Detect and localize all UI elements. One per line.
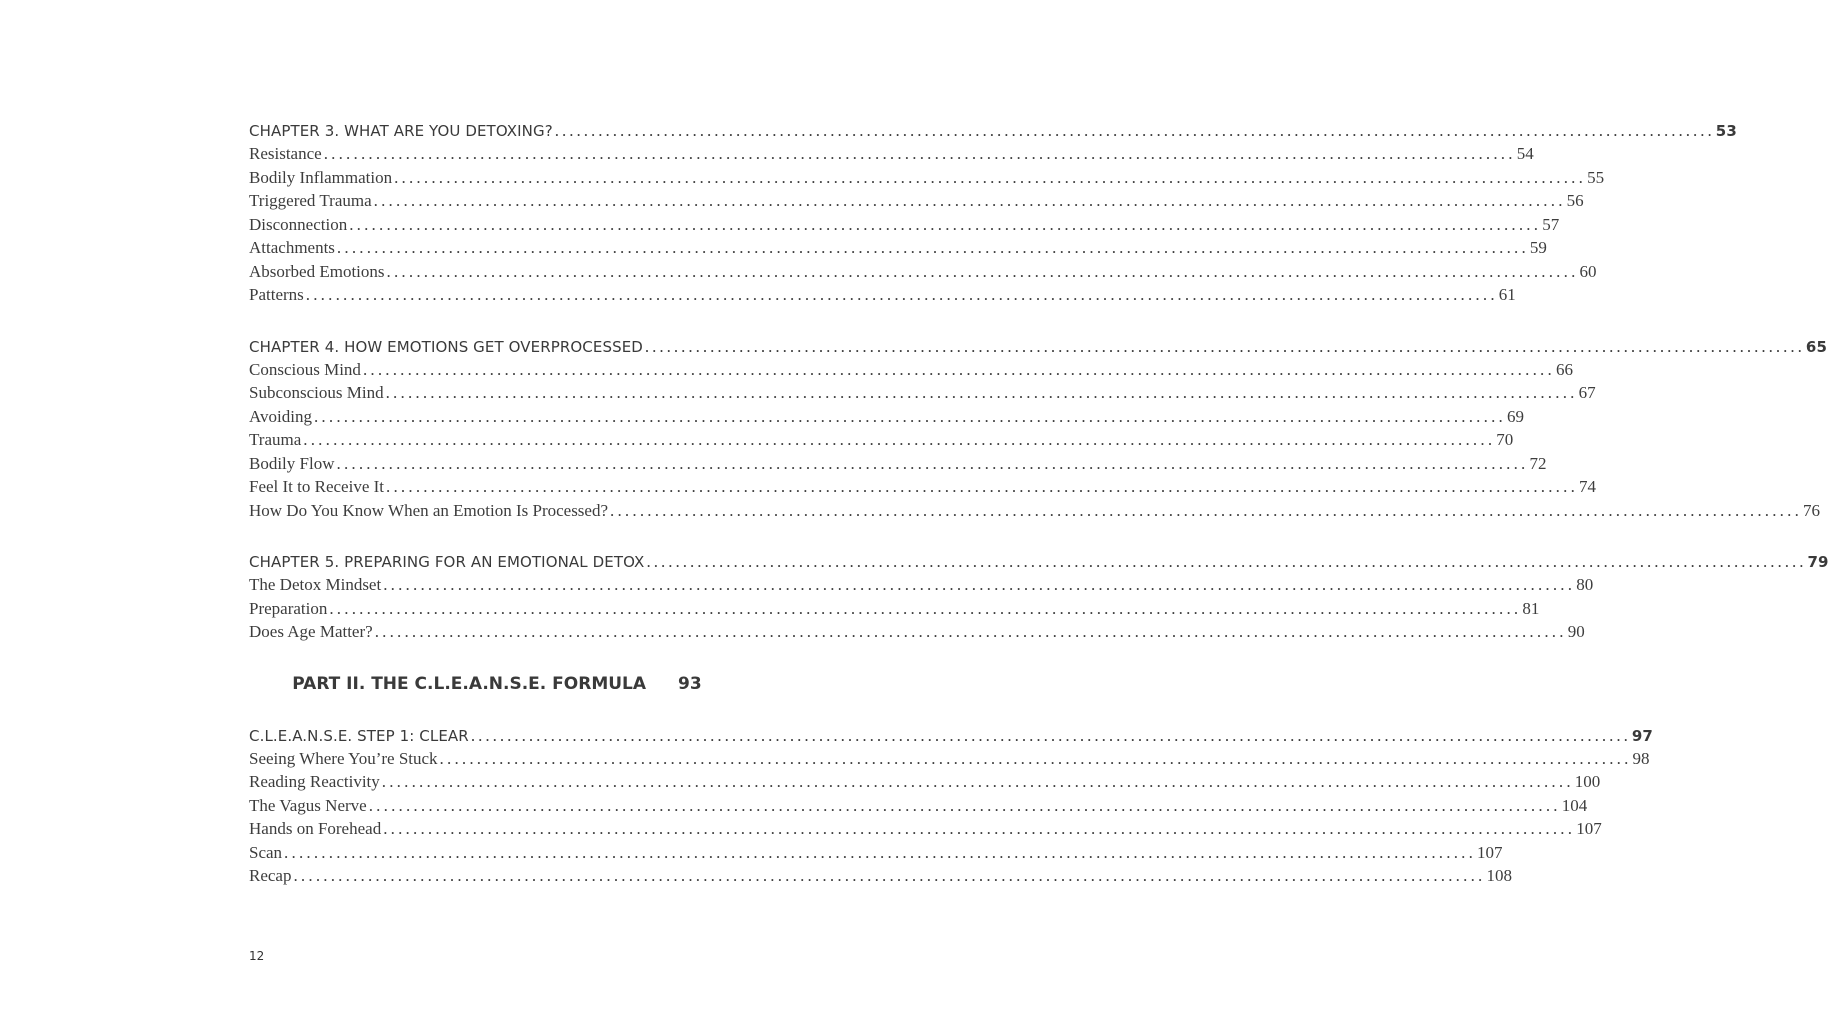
entry-title: Feel It to Receive It: [249, 477, 385, 496]
dot-leader: ................................................................................................................................................................: [644, 336, 1805, 356]
toc-entry[interactable]: [249, 214, 1560, 239]
entry-page-number: 90: [1567, 622, 1585, 641]
toc-entry[interactable]: [249, 795, 1588, 820]
dot-leader: ................................................................................................................................................................: [439, 748, 1632, 768]
entry-title: Triggered Trauma: [249, 191, 372, 210]
entry-title: How Do You Know When an Emotion Is Processed?: [249, 500, 609, 520]
toc-entry[interactable]: [249, 598, 1540, 623]
entry-page-number: 55: [1587, 167, 1605, 187]
dot-leader: ................................................................................................................................................................: [323, 144, 1516, 163]
toc-entry[interactable]: [249, 261, 1597, 286]
toc-entry[interactable]: [249, 748, 1650, 773]
toc-chapter: [249, 552, 1829, 646]
part-title: PART II. THE C.L.E.A.N.S.E. FORMULA: [292, 673, 647, 694]
entry-title: Attachments: [249, 238, 335, 257]
entry-page-number: 67: [1578, 383, 1596, 402]
entry-title: Disconnection: [249, 214, 348, 234]
dot-leader: ................................................................................................................................................................: [383, 575, 1576, 594]
dot-leader: ................................................................................................................................................................: [349, 214, 1542, 234]
toc-chapter: [249, 121, 1737, 309]
chapter-title: CHAPTER 4. HOW EMOTIONS GET OVERPROCESSED: [249, 337, 643, 356]
page-number: 12: [249, 949, 265, 963]
toc-entry[interactable]: [249, 819, 1602, 843]
toc-chapter: [249, 336, 1827, 525]
toc-entry[interactable]: [249, 477, 1597, 501]
chapter-heading[interactable]: [249, 725, 1653, 749]
entry-title: Recap: [249, 866, 292, 885]
entry-page-number: 80: [1576, 575, 1594, 594]
dot-leader: ................................................................................................................................................................: [386, 477, 1579, 496]
toc-entry[interactable]: [249, 842, 1503, 867]
entry-title: Hands on Forehead: [249, 819, 382, 838]
dot-leader: ................................................................................................................................................................: [293, 866, 1486, 885]
toc-chapter: [249, 725, 1653, 890]
dot-leader: ................................................................................................................................................................: [362, 359, 1555, 379]
entry-title: Preparation: [249, 598, 328, 618]
dot-leader: ................................................................................................................................................................: [284, 842, 1477, 862]
entry-page-number: 74: [1579, 477, 1597, 496]
entry-title: The Detox Mindset: [249, 575, 382, 594]
toc-entry[interactable]: [249, 430, 1514, 454]
entry-title: Reading Reactivity: [249, 772, 380, 791]
dot-leader: ................................................................................................................................................................: [386, 261, 1579, 281]
chapter-page-number: 79: [1807, 553, 1829, 571]
entry-title: Resistance: [249, 144, 322, 163]
part-page-number: 93: [678, 673, 702, 694]
entry-page-number: 98: [1632, 748, 1650, 768]
chapter-heading[interactable]: [249, 552, 1829, 575]
toc-entry[interactable]: [249, 238, 1547, 262]
dot-leader: ................................................................................................................................................................: [374, 622, 1567, 641]
dot-leader: ................................................................................................................................................................: [336, 238, 1529, 257]
dot-leader: ................................................................................................................................................................: [554, 121, 1715, 140]
dot-leader: ................................................................................................................................................................: [646, 552, 1807, 571]
entry-title: Seeing Where You’re Stuck: [249, 748, 438, 768]
entry-page-number: 76: [1803, 500, 1821, 520]
entry-page-number: 56: [1566, 191, 1584, 210]
entry-title: Does Age Matter?: [249, 622, 373, 641]
dot-leader: ................................................................................................................................................................: [313, 406, 1506, 426]
toc-entry[interactable]: [249, 383, 1596, 407]
toc-entry[interactable]: [249, 285, 1516, 309]
toc-entry[interactable]: [249, 622, 1585, 646]
entry-title: Scan: [249, 842, 283, 862]
chapter-heading[interactable]: [249, 336, 1827, 360]
entry-page-number: 81: [1522, 598, 1540, 618]
entry-page-number: 104: [1561, 795, 1588, 815]
chapter-page-number: 97: [1631, 726, 1653, 745]
entry-page-number: 66: [1555, 359, 1573, 379]
chapter-title: C.L.E.A.N.S.E. STEP 1: CLEAR: [249, 726, 469, 745]
chapter-title: CHAPTER 5. PREPARING FOR AN EMOTIONAL DETOX: [249, 553, 645, 571]
dot-leader: ................................................................................................................................................................: [305, 285, 1498, 304]
toc-entry[interactable]: [249, 359, 1573, 384]
toc-entry[interactable]: [249, 500, 1821, 525]
dot-leader: ................................................................................................................................................................: [381, 772, 1574, 791]
toc-entry[interactable]: [249, 772, 1601, 796]
entry-page-number: 54: [1516, 144, 1534, 163]
dot-leader: ................................................................................................................................................................: [368, 795, 1561, 815]
part-heading[interactable]: [249, 674, 745, 697]
chapter-title: CHAPTER 3. WHAT ARE YOU DETOXING?: [249, 122, 553, 140]
entry-page-number: 107: [1576, 819, 1602, 838]
entry-page-number: 69: [1506, 406, 1524, 426]
entry-page-number: 107: [1477, 842, 1503, 862]
entry-page-number: 70: [1496, 430, 1514, 449]
toc-entry[interactable]: [249, 866, 1512, 890]
dot-leader: ................................................................................................................................................................: [394, 167, 1587, 187]
toc-entry[interactable]: [249, 406, 1524, 431]
entry-page-number: 59: [1529, 238, 1547, 257]
entry-page-number: 72: [1529, 453, 1547, 473]
entry-page-number: 61: [1498, 285, 1516, 304]
chapter-page-number: 65: [1805, 337, 1827, 356]
dot-leader: ................................................................................................................................................................: [373, 191, 1566, 210]
toc-entry[interactable]: [249, 453, 1547, 478]
toc-entry[interactable]: [249, 144, 1534, 168]
entry-title: Patterns: [249, 285, 304, 304]
chapter-page-number: 53: [1715, 122, 1737, 140]
entry-title: Bodily Flow: [249, 453, 335, 473]
toc-entry[interactable]: [249, 575, 1594, 599]
dot-leader: ................................................................................................................................................................: [470, 725, 1631, 745]
dot-leader: ................................................................................................................................................................: [303, 430, 1496, 449]
entry-page-number: 60: [1579, 261, 1597, 281]
toc-entry[interactable]: [249, 191, 1584, 215]
entry-title: The Vagus Nerve: [249, 795, 367, 815]
dot-leader: ................................................................................................................................................................: [329, 598, 1522, 618]
entry-page-number: 108: [1486, 866, 1512, 885]
entry-title: Absorbed Emotions: [249, 261, 385, 281]
dot-leader: ................................................................................................................................................................: [610, 500, 1803, 520]
entry-title: Subconscious Mind: [249, 383, 384, 402]
table-of-contents: [249, 121, 1829, 890]
dot-leader: ................................................................................................................................................................: [385, 383, 1578, 402]
entry-title: Bodily Inflammation: [249, 167, 393, 187]
dot-leader: ................................................................................................................................................................: [336, 453, 1529, 473]
entry-title: Conscious Mind: [249, 359, 361, 379]
entry-page-number: 57: [1542, 214, 1560, 234]
entry-title: Trauma: [249, 430, 302, 449]
entry-page-number: 100: [1574, 772, 1601, 791]
entry-title: Avoiding: [249, 406, 312, 426]
chapter-heading[interactable]: [249, 121, 1737, 144]
toc-entry[interactable]: [249, 167, 1605, 192]
dot-leader: ................................................................................................................................................................: [383, 819, 1576, 838]
